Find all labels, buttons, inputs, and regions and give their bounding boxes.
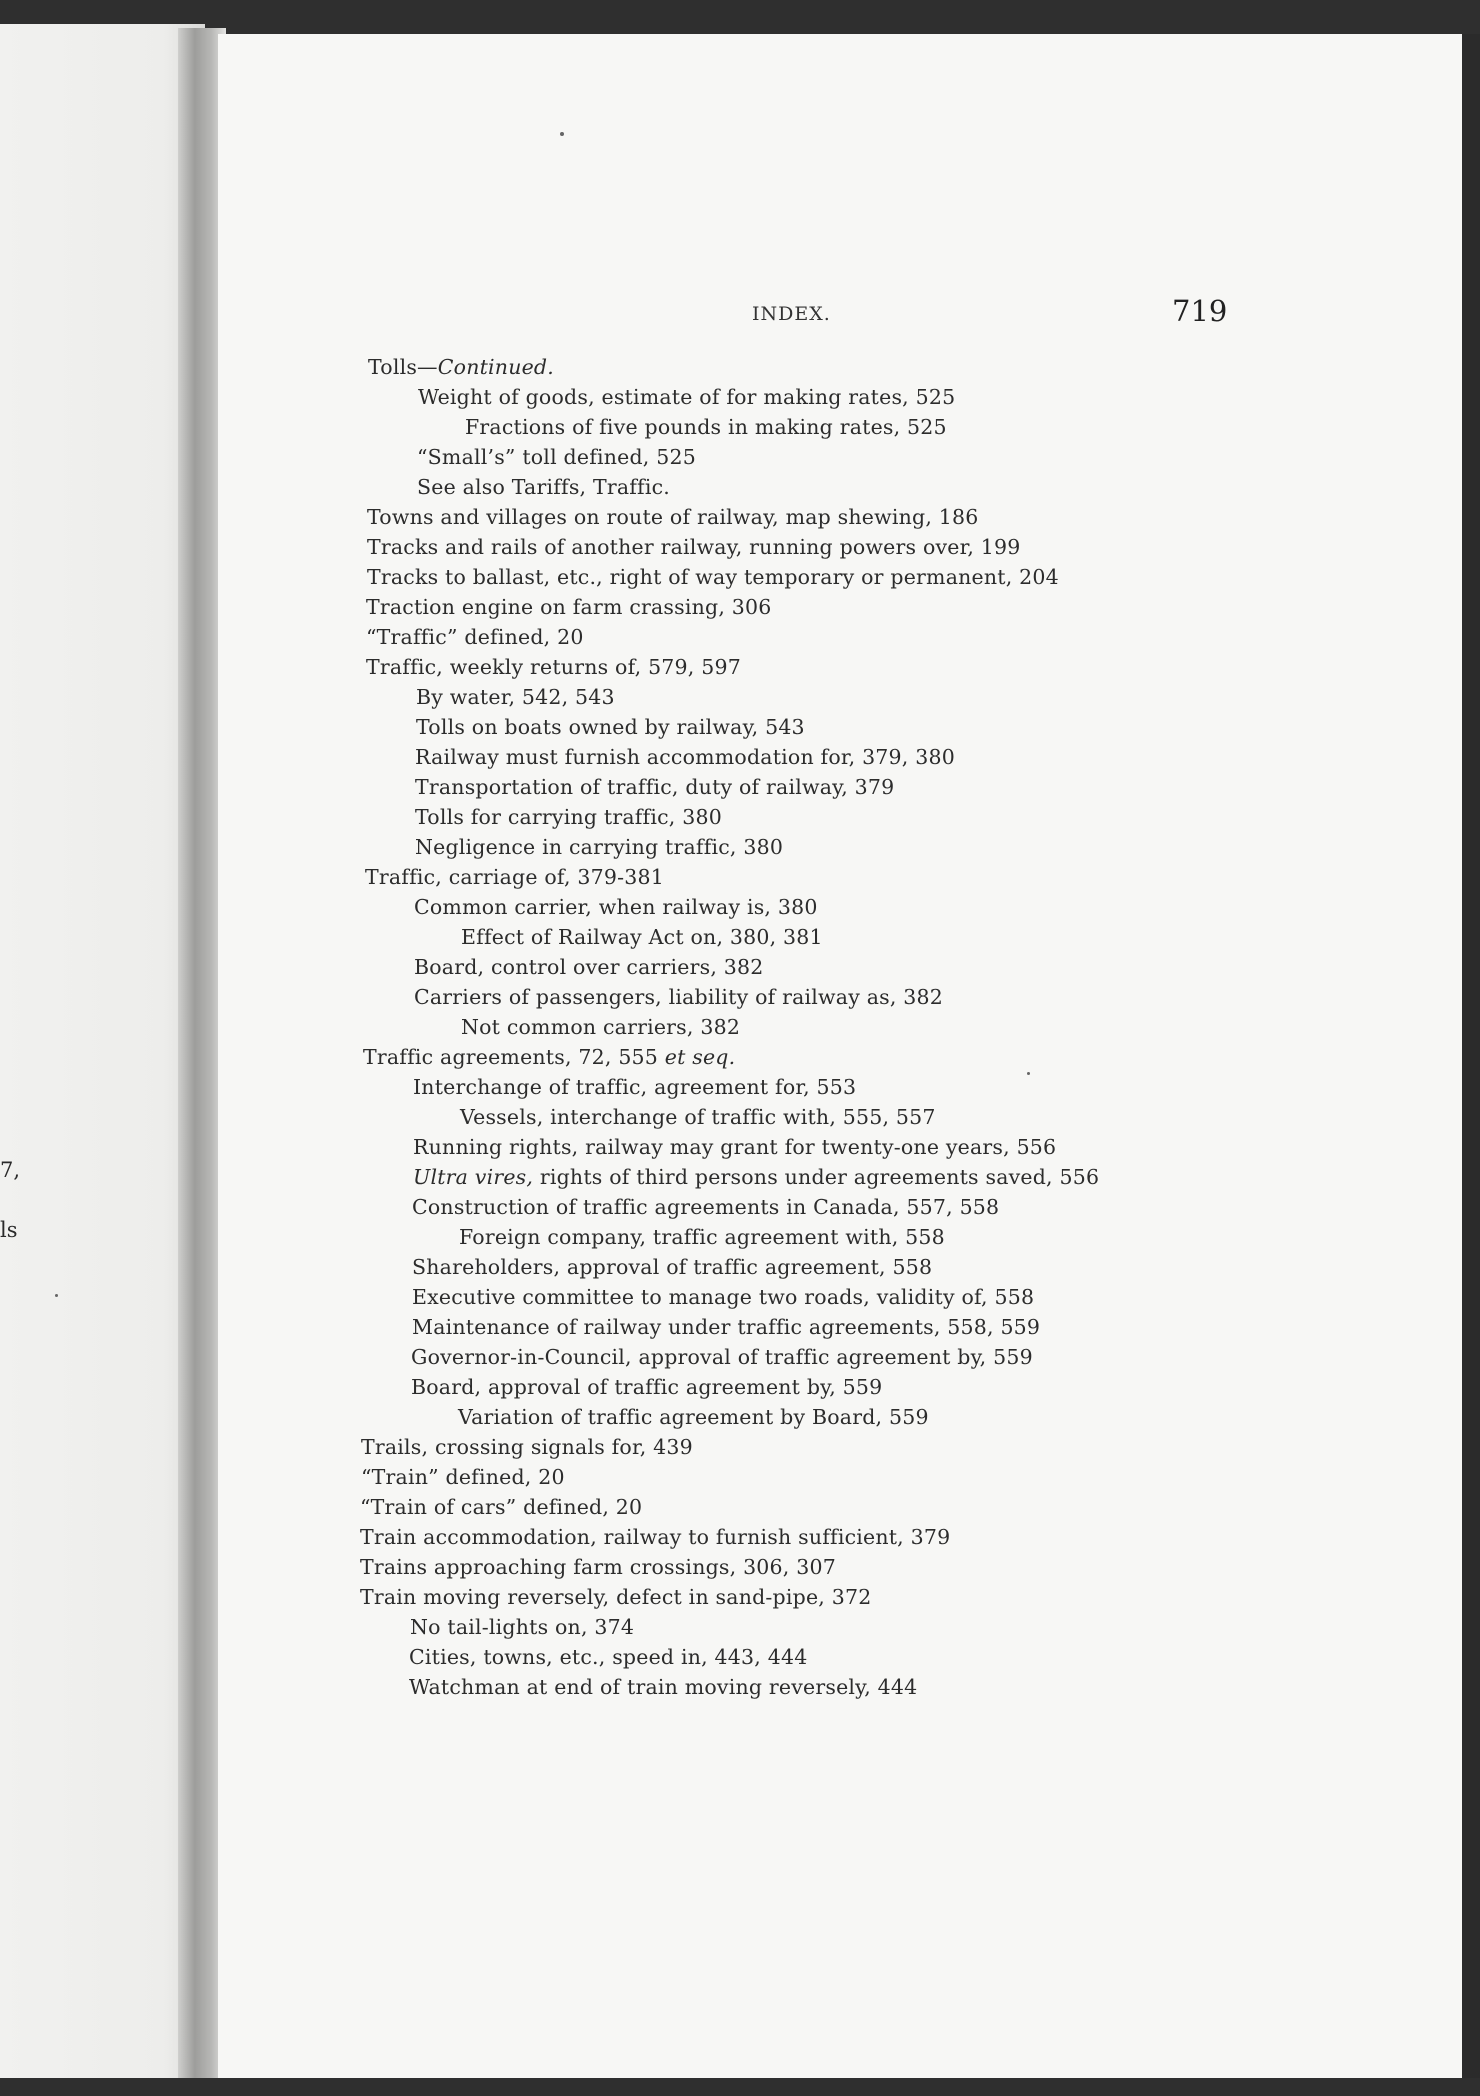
entry-text: Tolls for carrying traffic, 380 bbox=[415, 805, 722, 829]
index-subentry bbox=[416, 682, 615, 712]
entry-text: “Train” defined, 20 bbox=[361, 1465, 565, 1489]
entry-text: Variation of traffic agreement by Board, 559 bbox=[458, 1405, 929, 1429]
left-page-fragment: ls bbox=[0, 1218, 18, 1242]
entry-italic: Continued. bbox=[437, 355, 554, 379]
entry-text: Effect of Railway Act on, 380, 381 bbox=[461, 925, 823, 949]
entry-text: Foreign company, traffic agreement with, 558 bbox=[459, 1225, 945, 1249]
entry-text: Maintenance of railway under traffic agreements, 558, 559 bbox=[412, 1315, 1041, 1339]
entry-text: rights of third persons under agreements saved, 556 bbox=[533, 1165, 1100, 1189]
entry-text: Negligence in carrying traffic, 380 bbox=[415, 835, 784, 859]
index-subentry bbox=[413, 1162, 1099, 1192]
entry-italic: et seq. bbox=[664, 1045, 736, 1069]
entry-text: Board, approval of traffic agreement by, 559 bbox=[411, 1375, 883, 1399]
index-entry bbox=[360, 1552, 836, 1582]
index-subentry bbox=[417, 472, 670, 502]
index-entry bbox=[360, 1582, 871, 1612]
index-subentry bbox=[461, 1012, 740, 1042]
entry-text: Running rights, railway may grant for twenty-one years, 556 bbox=[413, 1135, 1057, 1159]
entry-text: Tracks and rails of another railway, running powers over, 199 bbox=[367, 535, 1021, 559]
index-subentry bbox=[410, 1612, 634, 1642]
speck bbox=[560, 132, 564, 136]
entry-text: “Small’s” toll defined, 525 bbox=[417, 445, 696, 469]
index-subentry bbox=[465, 412, 947, 442]
entry-text: No tail-lights on, 374 bbox=[410, 1615, 635, 1639]
entry-text: Weight of goods, estimate of for making rates, 525 bbox=[418, 385, 956, 409]
index-subentry bbox=[458, 1402, 929, 1432]
index-entry bbox=[366, 652, 741, 682]
entry-text: Carriers of passengers, liability of railway as, 382 bbox=[414, 985, 944, 1009]
index-subentry bbox=[411, 1372, 882, 1402]
page-number: 719 bbox=[1172, 294, 1228, 328]
entry-text: Governor-in-Council, approval of traffic agreement by, 559 bbox=[411, 1345, 1033, 1369]
index-subentry bbox=[416, 712, 805, 742]
left-page-fragment: 7, bbox=[0, 1158, 21, 1182]
entry-text: Cities, towns, etc., speed in, 443, 444 bbox=[409, 1645, 808, 1669]
index-entry bbox=[368, 352, 554, 382]
index-subentry bbox=[459, 1222, 945, 1252]
index-subentry bbox=[412, 1312, 1040, 1342]
index-subentry bbox=[415, 802, 722, 832]
entry-text: Interchange of traffic, agreement for, 553 bbox=[413, 1075, 857, 1099]
entry-text: Not common carriers, 382 bbox=[461, 1015, 741, 1039]
entry-text: Towns and villages on route of railway, map shewing, 186 bbox=[367, 505, 979, 529]
index-entry bbox=[367, 532, 1021, 562]
index-subentry bbox=[414, 892, 818, 922]
entry-text: “Traffic” defined, 20 bbox=[366, 625, 584, 649]
index-subentry bbox=[417, 442, 696, 472]
index-subentry bbox=[413, 1132, 1056, 1162]
entry-text: By water, 542, 543 bbox=[416, 685, 615, 709]
index-subentry bbox=[460, 1102, 936, 1132]
entry-text: Tolls on boats owned by railway, 543 bbox=[416, 715, 805, 739]
index-subentry bbox=[413, 1072, 856, 1102]
scan-bottom-border bbox=[0, 2078, 1480, 2096]
entry-text: Tolls— bbox=[368, 355, 438, 379]
entry-text: See also Tariffs, Traffic. bbox=[417, 475, 670, 499]
entry-text: Executive committee to manage two roads, validity of, 558 bbox=[412, 1285, 1035, 1309]
index-subentry bbox=[415, 832, 783, 862]
index-subentry bbox=[415, 742, 955, 772]
index-entry bbox=[360, 1492, 642, 1522]
entry-text: Watchman at end of train moving reversely, 444 bbox=[409, 1675, 918, 1699]
entry-text: Trains approaching farm crossings, 306, 307 bbox=[360, 1555, 836, 1579]
index-entry bbox=[366, 592, 772, 622]
entry-text: Transportation of traffic, duty of railway, 379 bbox=[415, 775, 895, 799]
index-entry bbox=[367, 562, 1059, 592]
index-entry bbox=[365, 862, 664, 892]
entry-text: Shareholders, approval of traffic agreement, 558 bbox=[412, 1255, 933, 1279]
entry-text: Traffic, weekly returns of, 579, 597 bbox=[366, 655, 741, 679]
entry-text: Vessels, interchange of traffic with, 555, 557 bbox=[460, 1105, 936, 1129]
index-entry bbox=[367, 502, 979, 532]
running-head: INDEX. bbox=[752, 303, 831, 325]
speck bbox=[55, 1294, 58, 1297]
index-subentry bbox=[411, 1342, 1033, 1372]
index-entry bbox=[361, 1462, 565, 1492]
scan-right-border bbox=[1462, 34, 1480, 2096]
entry-text: Train moving reversely, defect in sand-pipe, 372 bbox=[360, 1585, 872, 1609]
index-entry bbox=[366, 622, 584, 652]
entry-text: Traffic agreements, 72, 555 bbox=[363, 1045, 665, 1069]
entry-text: Fractions of five pounds in making rates, 525 bbox=[465, 415, 947, 439]
index-entry bbox=[360, 1522, 950, 1552]
index-subentry bbox=[412, 1252, 932, 1282]
entry-text: Common carrier, when railway is, 380 bbox=[414, 895, 818, 919]
index-subentry bbox=[412, 1282, 1034, 1312]
entry-italic-lead: Ultra vires, bbox=[413, 1165, 534, 1189]
entry-text: Construction of traffic agreements in Canada, 557, 558 bbox=[412, 1195, 1000, 1219]
entry-text: Tracks to ballast, etc., right of way temporary or permanent, 204 bbox=[367, 565, 1059, 589]
left-page-edge bbox=[0, 24, 205, 2080]
index-subentry bbox=[409, 1672, 917, 1702]
index-entry bbox=[363, 1042, 735, 1072]
index-subentry bbox=[409, 1642, 807, 1672]
index-subentry bbox=[461, 922, 823, 952]
entry-text: Traffic, carriage of, 379-381 bbox=[365, 865, 665, 889]
index-entry bbox=[361, 1432, 693, 1462]
index-subentry bbox=[418, 382, 955, 412]
index-subentry bbox=[412, 1192, 999, 1222]
entry-text: Traction engine on farm crassing, 306 bbox=[366, 595, 772, 619]
index-subentry bbox=[414, 952, 764, 982]
speck bbox=[1027, 1072, 1030, 1075]
index-subentry bbox=[414, 982, 943, 1012]
entry-text: Railway must furnish accommodation for, 379, 380 bbox=[415, 745, 955, 769]
entry-text: Trails, crossing signals for, 439 bbox=[361, 1435, 693, 1459]
entry-text: Board, control over carriers, 382 bbox=[414, 955, 764, 979]
index-subentry bbox=[415, 772, 894, 802]
entry-text: Train accommodation, railway to furnish sufficient, 379 bbox=[360, 1525, 951, 1549]
entry-text: “Train of cars” defined, 20 bbox=[360, 1495, 643, 1519]
